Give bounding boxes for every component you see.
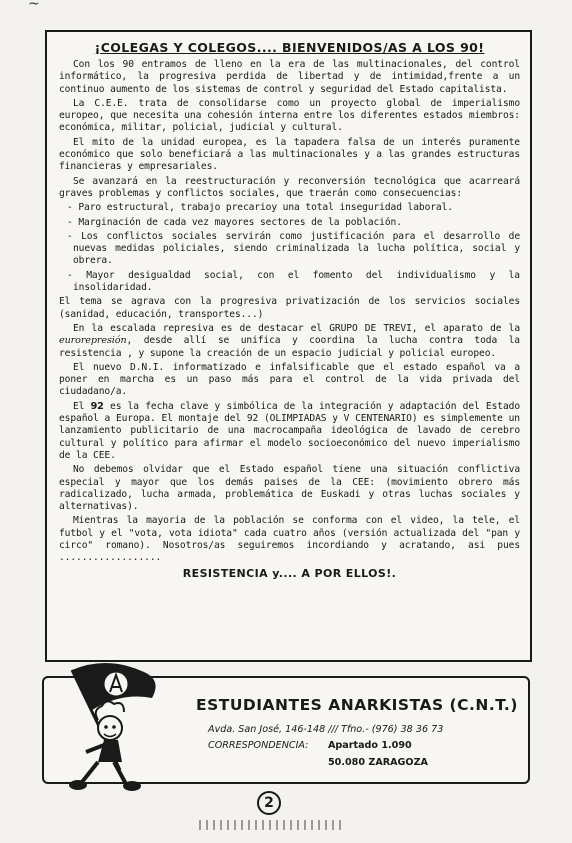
paragraph-4: Se avanzará en la reestructuración y reconversión tecnológica que acarreará graves problemas y conflictos sociales, que traerán como consecuencias: bbox=[59, 175, 520, 199]
correspondence-label: CORRESPONDENCIA: bbox=[208, 740, 309, 751]
paragraph-1: Con los 90 entramos de lleno en la era de las multinacionales, del control informático, la progresiva perdida de libertad y de intimidad,frente a un continuo aumento de los sistemas de control y seguridad del Estado capitalista. bbox=[59, 59, 520, 95]
anarchist-flag-mascot-icon bbox=[52, 650, 197, 795]
paragraph-3: El mito de la unidad europea, es la tapadera falsa de un interés puramente económico que solo beneficiará a las multinacionales y a las grandes estructuras financieras y empresariales. bbox=[59, 136, 520, 173]
article-frame bbox=[45, 30, 532, 662]
page-number: 2 bbox=[257, 791, 281, 815]
consequence-item-1: - Paro estructural, trabajo precarioy una total inseguridad laboral. bbox=[67, 202, 453, 214]
article-body bbox=[59, 59, 520, 565]
paragraph-8 bbox=[59, 401, 520, 462]
decorative-hatching bbox=[195, 818, 345, 832]
paragraph-6 bbox=[59, 323, 520, 360]
headline: ¡COLEGAS Y COLEGOS.... BIENVENIDOS/AS A LOS 90! bbox=[94, 40, 485, 55]
top-scrawl: ~ bbox=[28, 0, 40, 12]
year-92: 92 bbox=[90, 400, 104, 412]
footer-contact bbox=[194, 696, 524, 768]
consequence-item-4: - Mayor desigualdad social, con el fomento del individualismo y la insolidaridad. bbox=[67, 269, 520, 294]
paragraph-8-end: es la fecha clave y simbólica de la integración y adaptación del Estado español a Europa. El montaje del 92 (OLIMPIADAS y V CENTENARIO) es simplemente un lanzamiento publicitario de una macrocampaña ideológica de lavado de cerebro cultural y político para afirmar el modelo socioeconómico del nuevo imperialismo de la CEE. bbox=[59, 400, 520, 461]
paragraph-5: El tema se agrava con la progresiva privatización de los servicios sociales (sanidad, educación, transportes...) bbox=[59, 296, 520, 320]
paragraph-8-start: El bbox=[73, 400, 91, 412]
organization-name: ESTUDIANTES ANARKISTAS (C.N.T.) bbox=[196, 696, 518, 714]
paragraph-10: Mientras la mayoria de la población se conforma con el video, la tele, el futbol y el "vota, vota idiota" cada cuatro años (versión actualizada del "pan y circo" romano). Nosotros/as seguiremos incordiando y acratando, asi pues .................. bbox=[59, 515, 520, 564]
paragraph-9: No debemos olvidar que el Estado español tiene una situación conflictiva especial y mayor que los demás paises de la CEE: (movimiento obrero más radicalizado, lucha armada, problemática de Euskadi y otras luchas sociales y alternativas). bbox=[59, 464, 520, 513]
po-box: Apartado 1.090 bbox=[328, 740, 412, 751]
address-line: Avda. San José, 146-148 /// Tfno.- (976) 38 36 73 bbox=[208, 724, 444, 735]
closing-slogan: RESISTENCIA y.... A POR ELLOS!. bbox=[182, 566, 397, 580]
zip-city: 50.080 ZARAGOZA bbox=[328, 757, 428, 768]
paragraph-6-start: En la escalada represiva es de destacar el GRUPO DE TREVI, el aparato de la bbox=[73, 322, 520, 334]
consequence-item-3: - Los conflictos sociales servirán como justificación para el desarrollo de nuevas medidas policiales, siendo criminalizada la lucha política, social y obrera. bbox=[67, 230, 520, 267]
paragraph-7: El nuevo D.N.I. informatizado e infalsificable que el estado español va a poner en marcha es un paso más para el control de la vida privada del ciudadano/a. bbox=[59, 361, 520, 398]
correspondence-line bbox=[208, 740, 524, 751]
paragraph-2: La C.E.E. trata de consolidarse como un proyecto global de imperialismo europeo, que necesita una cohesión interna entre los diferentes estados miembros: económica, militar, policial, judicial y cultural. bbox=[59, 97, 520, 134]
consequence-item-2: - Marginación de cada vez mayores sectores de la población. bbox=[67, 216, 402, 228]
eurorepresion-term: eurorepresión bbox=[59, 335, 127, 347]
paragraph-6-end: , desde allí se unifica y coordina la lucha contra toda la resistencia , y supone la creación de un espacio judicial y policial europeo. bbox=[59, 335, 520, 359]
